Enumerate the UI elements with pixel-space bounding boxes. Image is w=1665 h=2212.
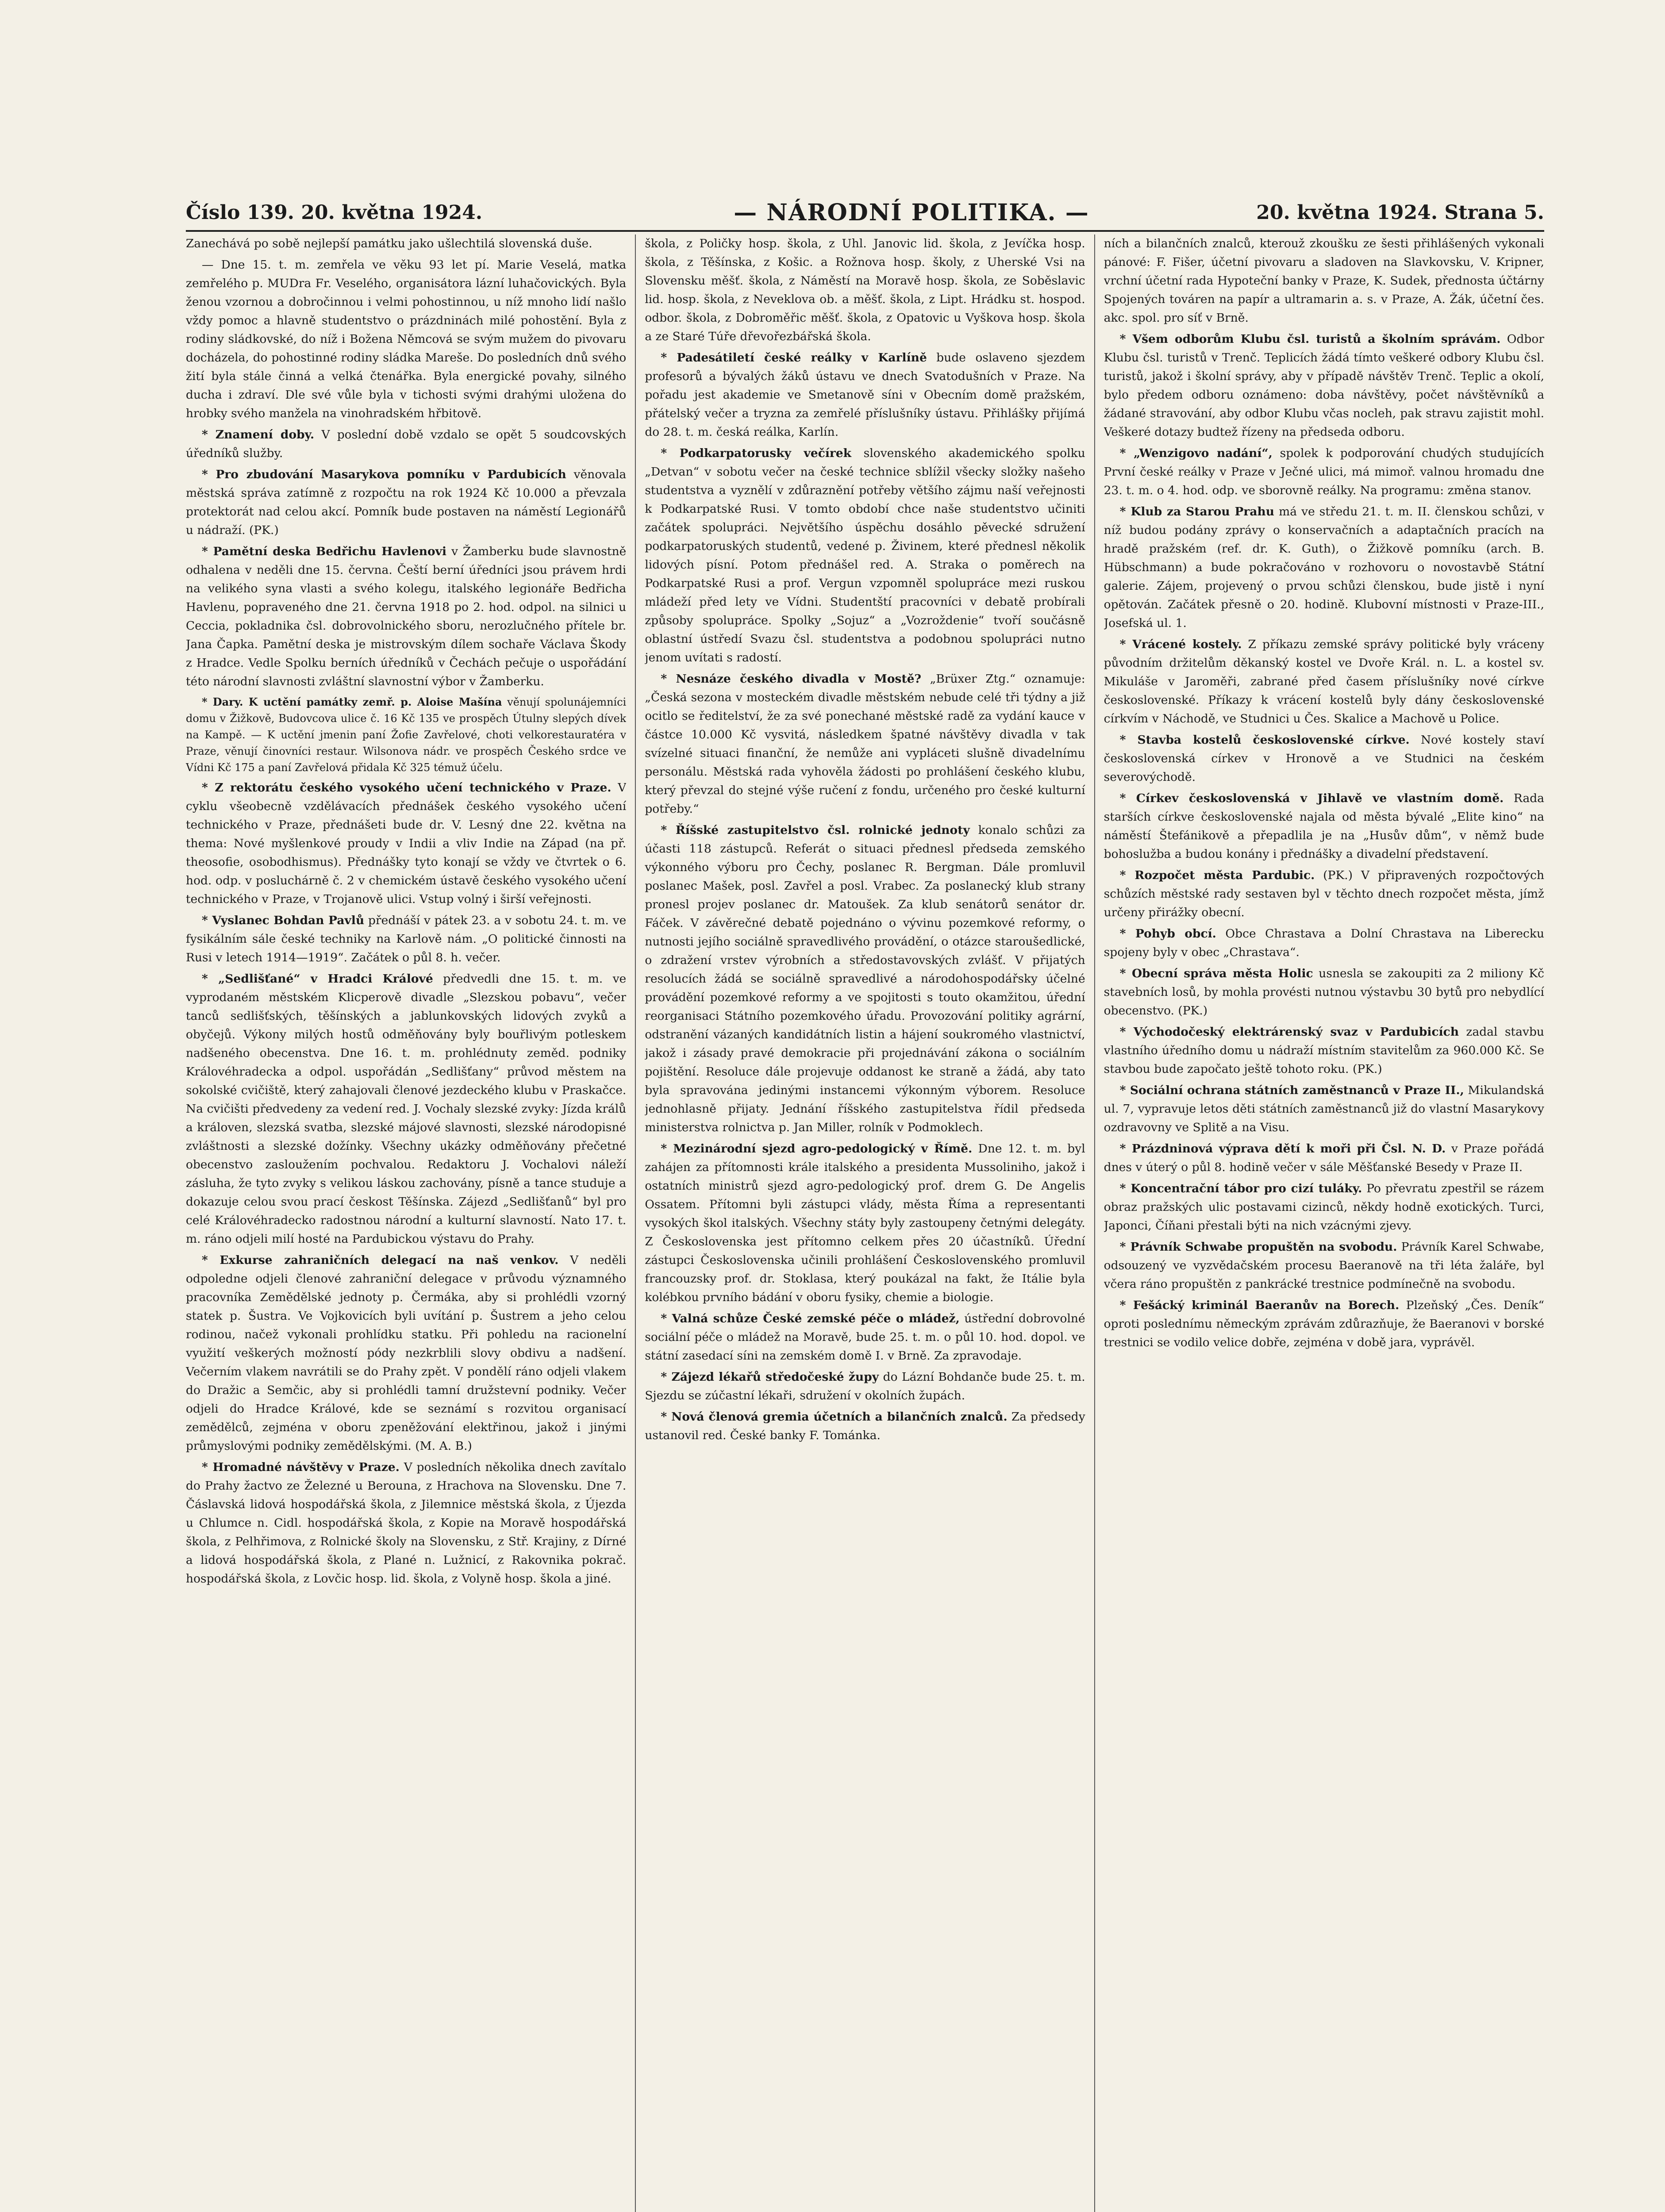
article-headline: * Pohyb obcí. xyxy=(1119,927,1216,941)
article-text: Odbor Klubu čsl. turistů v Trenč. Teplicích žádá tímto veškeré odbory Klubu čsl. turistů, jakož i školní správy, aby v případě návštěv Trenč. Teplic a okolí, bylo předem odboru oznámeno: doba návštěvy, počet návštěvníků a žádané stravování, aby odbor Klubu včas nocleh, pak stravu zajistit mohl. Veškeré dotazy budtež řízeny na předseda odboru. xyxy=(1104,332,1545,439)
article-text: Obce Chrastava a Dolní Chrastava na Liberecku spojeny byly v obec „Chrastava“. xyxy=(1104,927,1545,959)
article-paragraph xyxy=(1104,731,1544,787)
article-paragraph xyxy=(645,234,1085,346)
article-paragraph xyxy=(1104,503,1544,633)
article-headline: * Vyslanec Bohdan Pavlů xyxy=(202,914,365,927)
article-columns xyxy=(186,234,1544,2212)
article-text: konalo schůzi za účasti 118 zástupců. Referát o situaci přednesl předseda zemského výkonného výboru pro Čechy, poslanec R. Bergman. Dále promluvil poslanec Mašek, posl. Zavřel a posl. Vrabec. Za poslanecký klub strany pronesl projev poslanec dr. Matoušek. Za klub senátorů senátor dr. Fáček. V závěrečné debatě pojednáno o vývinu pozemkové reformy, o nutnosti jejího sociálně spravedlivého provádění, o otázce staroušedlické, o zdražení vrstev výrobních a středostavovských zvlášť. V přijatých resolucích žádá se sociálně spravedlivé a národohospodářsky účelné provádění pozemkové reformy a ve spojitosti s touto okamžitou, úřední reorganisaci Státního pozemkového úřadu. Provozování politiky agrární, odstranění vázaných kandidátních listin a hájení soukromého vlastnictví, jakož i zásady pravé demokracie při projednávání zákona o sociálním pojištění. Resoluce dále projevuje oddanost ke straně a žádá, aby tato byla spravována jedinými instancemi výkonným výborem. Resoluce jednohlasně přijaty. Jednání říšského zastupitelstva řídil předseda ministerstva rolnictva p. Jan Miller, rolník v Podmoklech. xyxy=(645,823,1085,1134)
article-paragraph xyxy=(1104,964,1544,1020)
column-3 xyxy=(1104,234,1544,2212)
article-text: „Brüxer Ztg.“ oznamuje: „Česká sezona v mosteckém divadle městském nebude celé tři týdny a již ocitlo se ředitelství, že za své ponechané městské radě za vydání kauce v částce 10.000 Kč vysvitá, následkem špatné návštěvy divadla v tak svízelné situaci finanční, že nemůže ani vypláceti slušně divadelnímu personálu. Městská rada vyhověla žádosti po prohlášení českého klubu, který převzal do stejné výše ručení z fondu, určeného pro české kulturní potřeby.“ xyxy=(645,672,1085,816)
article-headline: * Nová členová gremia účetních a bilančních znalců. xyxy=(661,1410,1007,1424)
article-paragraph xyxy=(645,1140,1085,1307)
article-headline: * Obecní správa města Holic xyxy=(1119,967,1313,980)
article-paragraph xyxy=(1104,1023,1544,1079)
header-rule xyxy=(186,230,1544,232)
article-headline: * Klub za Starou Prahu xyxy=(1119,505,1275,518)
article-paragraph xyxy=(645,349,1085,442)
article-text: v Žamberku bude slavnostně odhalena v neděli dne 15. června. Čeští berní úředníci jsou právem hrdi na velikého syna vlasti a svého kolegu, italského legionáře Bedřicha Havlenu, popraveného dne 21. června 1918 po 2. hod. odpol. na silnici u Ceccia, pokladnika čsl. dobrovolnického sboru, nerozlučného přítele br. Jana Čapka. Pamětní deska je mistrovským dílem sochaře Václava Škody z Hradce. Vedle Spolku berních úředníků v Čechách pečuje o uspořádání této národní slavnosti zvláštní slavnostní výbor v Žamberku. xyxy=(186,545,627,688)
column-1 xyxy=(186,234,626,2212)
article-text: (PK.) V připravených rozpočtových schůzích městské rady sestaven byl v těchto dnech rozpočet města, jímž určeny přirážky obecní. xyxy=(1104,868,1545,919)
article-headline: * Východočeský elektrárenský svaz v Pardubicích xyxy=(1119,1025,1459,1039)
article-text: Plzeňský „Čes. Deník“ oproti poslednímu německým zprávám zdůrazňuje, že Baeranovi v borské trestnici se vodilo velice dobře, zejména v době jara, vyprávěl. xyxy=(1104,1298,1545,1349)
article-paragraph xyxy=(645,1368,1085,1405)
article-paragraph xyxy=(645,670,1085,818)
article-text: věnovala městská správa zatímně z rozpočtu na rok 1924 Kč 10.000 a převzala protektorát nad celou akcí. Pomník bude postaven na náměstí Legionářů u nádraží. (PK.) xyxy=(186,468,627,537)
article-text: slovenského akademického spolku „Detvan“ v sobotu večer na české technice sblížil všecky složky našeho studentstva a vyznělí v zdůraznění potřeby většího zájmu naší veřejnosti k Podkarpatské Rusi. V tomto období chce naše studentstvo učiniti začátek spolupráci. Největšího úspěchu dosáhlo pěvecké sdružení podkarpatoruských studentů, vedené p. Živinem, které přednesl několik lidových písní. Potom přednášel red. A. Straka o poměrech na Podkarpatské Rusi a prof. Vergun vzpomněl spolupráce mezi ruskou mládeží před lety ve Vídni. Studentští pracovníci v debatě probírali způsoby spolupráce. Spolky „Sojuz“ a „Vozroždenie“ tvoří součásně oblastní ústředí Svazu čsl. studentstva a podobnou spolupráci nutno jenom uvítati s radostí. xyxy=(645,446,1085,664)
article-headline: * Nesnáze českého divadla v Mostě? xyxy=(661,672,922,686)
article-text: ústřední dobrovolné sociální péče o mládež na Moravě, bude 25. t. m. o půl 10. hod. dopol. ve státní zasedací síni na zemském domě I. v Brně. Za zpravodaje. xyxy=(645,1312,1085,1363)
article-paragraph xyxy=(186,779,626,909)
column-divider xyxy=(1094,234,1095,2212)
article-paragraph xyxy=(186,256,626,423)
masthead: — NÁRODNÍ POLITIKA. — xyxy=(734,199,1089,226)
article-text: Právník Karel Schwabe, odsouzený ve vyzvědačském procesu Baeranově na tři léta žaláře, byl včera ráno propuštěn z pankrácké trestnice podmínečně na svobodu. xyxy=(1104,1240,1545,1291)
article-headline: * Pamětní deska Bedřichu Havlenovi xyxy=(202,545,447,558)
article-headline: * Dary. K uctění památky zemř. p. Aloise Mašína xyxy=(202,695,502,708)
article-text: předvedli dne 15. t. m. ve vyprodaném městském Klicperově divadle „Slezskou pobavu“, večer tanců sedlišťských, těšínských a jablunkovských lidových zvyků a obyčejů. Výkony milých hostů odměňovány byly bouřlivým potleskem nadšeného obecenstva. Dne 16. t. m. prohlédnuty zeměd. podniky Královéhradecka a odpol. uspořádán „Sedlišťany“ průvod městem na sokolské cvičiště, který zahajovali členové jezdeckého klubu v Praskačce. Na cvičišti předvedeny za vedení red. J. Vochaly slezské zvyky: Jízda králů a královen, slezská svatba, slezské májové slavnosti, slezské národopisné zvláštnosti a slezské dožínky. Všechny ukázky odměňovány přečetné obecenstvo zasloužením pochvalou. Redaktoru J. Vochalovi náleží zásluha, že tyto zvyky s velikou láskou zachovány, písně a tance studuje a dokazuje celou svou prací českost Těšínska. Zájezd „Sedlišťanů“ byl pro celé Královéhradecko radostnou národní a kulturní slavností. Nato 17. t. m. ráno odjeli milí hosté na Pardubickou výstavu do Prahy. xyxy=(186,972,627,1246)
article-text: — Dne 15. t. m. zemřela ve věku 93 let pí. Marie Veselá, matka zemřelého p. MUDra Fr. Veselého, organisátora lázní luhačovických. Byla ženou vzornou a dobročinnou i velmi pohostinnou, u níž mnoho lidí našlo vždy pomoc a hlavně studentstvo o prázdninách milé pohostění. Byla z rodiny sládkovské, do níž i Božena Němcová se svým mužem do pivovaru docházela, do pohostinné rodiny sládka Mareše. Do posledních dnů svého žití byla stále činná a velká čtenářka. Byla energické povahy, silného ducha i zdraví. Dle své vůle byla v tichosti svými drahými uložena do hrobky svého manžela na vinohradském hřbitově. xyxy=(186,258,627,420)
article-paragraph xyxy=(645,1408,1085,1445)
article-paragraph xyxy=(1104,1296,1544,1352)
article-headline: * Zájezd lékařů středočeské župy xyxy=(661,1370,879,1384)
article-text: škola, z Poličky hosp. škola, z Uhl. Janovic lid. škola, z Jevíčka hosp. škola, z Těšínska, z Košic. a Rožnova hosp. školy, z Uherské Vsi na Slovensku měšť. škola, z Náměstí na Moravě hosp. škola, ze Soběslavic lid. hosp. škola, z Neveklova ob. a měšť. škola, z Lipt. Hrádku st. hospod. odbor. škola, z Dobroměřic měšť. škola, z Opatovic u Vyškova hosp. škola a ze Staré Túře dřevořezbářská škola. xyxy=(645,237,1085,343)
article-paragraph xyxy=(645,821,1085,1137)
article-text: Za předsedy ustanovil red. České banky F. Tománka. xyxy=(645,1410,1085,1442)
article-text: bude oslaveno sjezdem profesorů a bývalých žáků ústavu ve dnech Svatodušních v Praze. Na pořadu jest akademie ve Smetanově síni v Obecním domě pražském, přátelský večer a tryzna za zemřelé příslušníky ústavu. Přihlášky přijímá do 28. t. m. česká reálka, Karlín. xyxy=(645,351,1085,439)
article-headline: * Stavba kostelů československé církve. xyxy=(1119,733,1410,747)
article-paragraph xyxy=(1104,866,1544,922)
article-text: V cyklu všeobecně vzdělávacích přednášek českého vysokého učení technického v Praze, přednášeti bude dr. V. Lesný dne 22. května na thema: Nové myšlenkové proudy v Indii a vliv Indie na Západ (na př. theosofie, osobodhismus). Přednášky tyto konají se vždy ve čtvrtek o 6. hod. odp. v posluchárně č. 2 v chemickém ústavě českého vysokého učení technického v Praze, v Trojanově ulici. Vstup volný i širší veřejnosti. xyxy=(186,781,627,906)
article-paragraph xyxy=(186,970,626,1248)
article-paragraph xyxy=(1104,444,1544,500)
article-paragraph xyxy=(186,234,626,253)
article-text: V posledních několika dnech zavítalo do Prahy žactvo ze Železné u Berouna, z Hrachova na Slovensku. Dne 7. Čáslavská lidová hospodářská škola, z Jilemnice městská škola, z Újezda u Chlumce n. Cidl. hospodářská škola, z Kopie na Moravě hospodářská škola, z Pelhřimova, z Rolnické školy na Slovensku, z Stř. Krajiny, z Dírné a lidová hospodářská škola, z Plané n. Lužnicí, z Rakovnika pokrač. hospodářská škola, z Lovčic hosp. lid. škola, z Volyně hosp. škola a jiné. xyxy=(186,1460,627,1586)
article-headline: * „Wenzigovo nadání“, xyxy=(1119,446,1273,460)
article-paragraph xyxy=(1104,789,1544,864)
article-text: v Praze pořádá dnes v úterý o půl 8. hodině večer v sále Měšťanské Besedy v Praze II. xyxy=(1104,1142,1545,1174)
article-paragraph xyxy=(186,694,626,776)
article-headline: * Rozpočet města Pardubic. xyxy=(1119,868,1315,882)
article-headline: * Všem odborům Klubu čsl. turistů a školním správám. xyxy=(1119,332,1501,346)
article-text: ních a bilančních znalců, kterouž zkoušku ze šesti přihlášených vykonali pánové: F. Fišer, účetní pivovaru a sladoven na Slavkovsku, V. Kripner, vrchní účetní rada Hypoteční banky v Praze, K. Sudek, přednosta účtárny Spojených továren na papír a ultramarin a. s. v Praze, A. Žák, účetní čes. akc. spol. pro síť v Brně. xyxy=(1104,237,1545,325)
article-headline: * Vrácené kostely. xyxy=(1119,637,1242,651)
article-headline: * Prázdninová výprava dětí k moři při Čsl. N. D. xyxy=(1119,1142,1446,1156)
article-text: Zanechává po sobě nejlepší památku jako ušlechtilá slovenská duše. xyxy=(186,237,592,250)
article-headline: * Pro zbudování Masarykova pomníku v Pardubicích xyxy=(202,468,566,481)
article-text: Rada starších církve československé najala od města bývalé „Elite kino“ na náměstí Štefánikově a přepadlila je na „Husův dům“, v němž bude bohoslužba a budou konány i přednášky a divadelní představení. xyxy=(1104,791,1545,861)
article-text: Mikulandská ul. 7, vypravuje letos děti státních zaměstnanců již do vlastní Masarykovy ozdravovny ve Splitě a na Visu. xyxy=(1104,1083,1545,1134)
article-text: Dne 12. t. m. byl zahájen za přítomnosti krále italského a presidenta Mussoliniho, jakož i ostatních ministrů sjezd agro-pedologický prof. drem G. De Angelis Ossatem. Přítomni byli zástupci vlády, města Říma a representanti vysokých škol italských. Všechny státy byly zastoupeny četnými delegáty. Z Československa jest přítomno celkem přes 20 účastníků. Úřední zástupci Československa učinili prohlášení Československého promluvil francouzsky prof. dr. Stoklasa, který poukázal na fakt, že Itálie byla kolébkou prvního bádání v oboru fysiky, chemie a biologie. xyxy=(645,1142,1085,1304)
column-divider xyxy=(635,234,636,2212)
date-page-number: 20. května 1924. Strana 5. xyxy=(1256,201,1544,224)
article-text: V neděli odpoledne odjeli členové zahraniční delegace v průvodu významného pracovníka Zemědělské jednoty p. Čermáka, aby si prohlédli vzorný statek p. Šustra. Ve Vojkovicích byli uvítání p. Šustrem a jeho celou rodinou, načež vykonali prohlídku statku. Při pohledu na racionelní využití veškerých možností pódy nezkrblili slovy obdivu a nadšení. Večerním vlakem navrátili se do Prahy zpět. V pondělí ráno odjeli vlakem do Dražic a Semčic, aby si prohlédli tamní družstevní podniky. Večer odjeli do Hradce Králové, kde se seznámí s rozvitou organisací zemědělců, zejména v oboru zpeněžování elektřinou, jakož i jinými průmyslovými podniky zemědělskými. (M. A. B.) xyxy=(186,1253,627,1453)
article-text: přednáší v pátek 23. a v sobotu 24. t. m. ve fysikálním sále české techniky na Karlově nám. „O politické činnosti na Rusi v letech 1914—1919“. Začátek o půl 8. h. večer. xyxy=(186,914,627,964)
article-headline: * Podkarpatorusky večírek xyxy=(661,446,852,460)
article-headline: * Hromadné návštěvy v Praze. xyxy=(202,1460,400,1474)
article-headline: * „Sedlišťané“ v Hradci Králové xyxy=(202,972,433,986)
article-headline: * Valná schůze České zemské péče o mládež, xyxy=(661,1312,960,1325)
article-headline: * Říšské zastupitelstvo čsl. rolnické jednoty xyxy=(661,823,970,837)
article-paragraph xyxy=(1104,635,1544,728)
article-headline: * Právník Schwabe propuštěn na svobodu. xyxy=(1119,1240,1397,1254)
article-text: Z příkazu zemské správy politické byly vráceny původním držitelům děkanský kostel ve Dvoře Král. n. L. a kostel sv. Mikuláše v Jaroměři, zabrané před časem příslušníky nové církve československé. Příkazy k vrácení kostelů byly dány československé církvím v Náchodě, ve Studnici u Čes. Skalice a Machově u Police. xyxy=(1104,637,1545,726)
article-text: V poslední době vzdalo se opět 5 soudcovských úředníků služby. xyxy=(186,428,627,460)
article-paragraph xyxy=(186,426,626,463)
article-text: Nové kostely staví československá církev v Hronově a ve Studnici na českém severovýchodě. xyxy=(1104,733,1545,784)
article-paragraph xyxy=(1104,1081,1544,1137)
article-text: zadal stavbu vlastního úředního domu u nádraží místním stavitelům za 960.000 Kč. Se stavbou bude započato ještě tohoto roku. (PK.) xyxy=(1104,1025,1545,1076)
article-text: spolek k podporování chudých studujících První české reálky v Praze v Ječné ulici, má mimoř. valnou hromadu dne 23. t. m. o 4. hod. odp. ve sborovně reálky. Na programu: změna stanov. xyxy=(1104,446,1545,497)
article-paragraph xyxy=(1104,1179,1544,1235)
article-headline: * Sociální ochrana státních zaměstnanců v Praze II., xyxy=(1119,1083,1464,1097)
article-paragraph xyxy=(645,1310,1085,1365)
article-paragraph xyxy=(645,444,1085,667)
article-paragraph xyxy=(186,465,626,540)
article-headline: * Mezinárodní sjezd agro-pedologický v Římě. xyxy=(661,1142,973,1156)
article-headline: * Koncentrační tábor pro cizí tuláky. xyxy=(1119,1182,1362,1195)
article-paragraph xyxy=(186,1251,626,1455)
article-paragraph xyxy=(1104,925,1544,962)
article-text: věnují spolunájemníci domu v Žižkově, Budovcova ulice č. 16 Kč 135 ve prospěch Útulny slepých dívek na Kampě. — K uctění jmenin paní Žofie Zavřelové, choti velkorestauratéra v Praze, věnují činovníci restaur. Wilsonova nádr. ve prospěch Českého srdce ve Vídni Kč 175 a paní Zavřelová přidala Kč 325 témuž účelu. xyxy=(186,696,627,774)
issue-number-date: Číslo 139. 20. května 1924. xyxy=(186,201,483,224)
article-headline: * Znamení doby. xyxy=(202,428,315,442)
article-text: Po převratu zpestřil se rázem obraz pražských ulic postavami cizinců, někdy hodně exotických. Turci, Japonci, Číňani přestali býti na nich vzácnými zjevy. xyxy=(1104,1182,1545,1233)
article-paragraph xyxy=(186,542,626,691)
article-headline: * Církev československá v Jihlavě ve vlastním domě. xyxy=(1119,791,1504,805)
article-paragraph xyxy=(1104,330,1544,442)
article-paragraph xyxy=(1104,1140,1544,1177)
article-headline: * Fešácký kriminál Baeranův na Borech. xyxy=(1119,1298,1400,1312)
article-headline: * Z rektorátu českého vysokého učení technického v Praze. xyxy=(202,781,611,795)
article-paragraph xyxy=(1104,234,1544,327)
article-paragraph xyxy=(186,911,626,967)
article-headline: * Exkurse zahraničních delegací na naš venkov. xyxy=(202,1253,559,1267)
article-text: má ve středu 21. t. m. II. členskou schůzi, v níž budou podány zprávy o konservačních a adaptačních pracích na hradě pražském (ref. dr. K. Guth), o Žižkově pomníku (arch. B. Hübschmann) a bude pokračováno v rozhovoru o novostavbě Státní galerie. Zájem, projevený o prvou schůzi členskou, bude jistě i nyní opětován. Začátek přesně o 20. hodině. Klubovní místnosti v Praze-III., Josefská ul. 1. xyxy=(1104,505,1545,630)
article-paragraph xyxy=(186,1458,626,1588)
article-headline: * Padesátiletí české reálky v Karlíně xyxy=(661,351,927,365)
article-text: usnesla se zakoupiti za 2 miliony Kč stavebních losů, by mohla provésti nutnou výstavbu 30 bytů pro nebydlící obecenstvo. (PK.) xyxy=(1104,967,1545,1018)
article-paragraph xyxy=(1104,1238,1544,1294)
column-2 xyxy=(645,234,1085,2212)
article-text: do Lázní Bohdanče bude 25. t. m. Sjezdu se zúčastní lékaři, sdružení v okolních župách. xyxy=(645,1370,1085,1402)
